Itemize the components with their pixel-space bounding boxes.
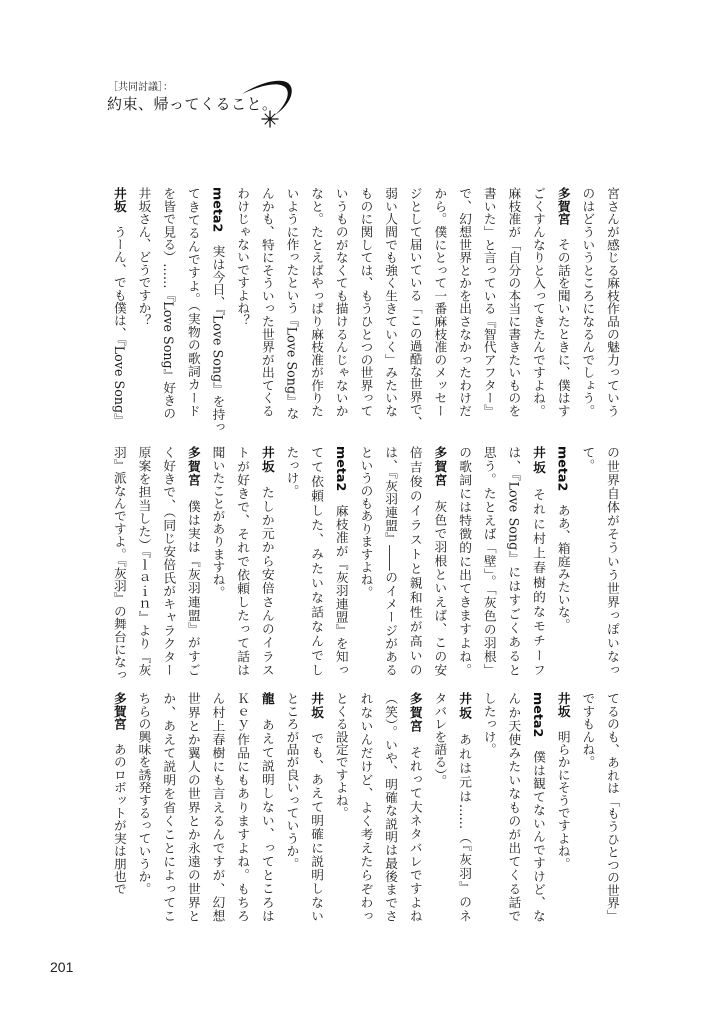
text-line	[402, 446, 427, 676]
speaker-name: meta2	[531, 692, 547, 738]
line-text: 弱い人間でも強く生きていく」みたいな	[383, 187, 399, 417]
line-text: でも、あえて明確に説明しない	[309, 731, 325, 922]
line-text: 実は今日、『Love Song』を持っ	[210, 244, 226, 434]
speaker-name: 井坂	[457, 692, 473, 721]
line-text: は、『灰羽連盟』――のイメージがある	[383, 446, 399, 676]
dialogue-line	[402, 692, 427, 922]
text-line	[451, 187, 476, 417]
line-text: ん村上春樹にも言えるんですが、幻想	[210, 692, 226, 922]
line-text: てきてるんですよ。（実物の歌詞カード	[185, 187, 201, 417]
dialogue-line	[106, 692, 131, 922]
speaker-name: meta2	[210, 187, 226, 233]
dialogue-line	[451, 692, 476, 922]
line-text: うーん、でも僕は、『Love Song』	[111, 225, 127, 426]
text-line	[599, 692, 624, 922]
line-text: 思う。たとえば「壁」。「灰色の羽根」	[481, 446, 497, 676]
text-line	[180, 187, 205, 417]
line-text: 灰色で羽根といえば、この安	[432, 499, 448, 676]
line-text: というのもありますよね。	[358, 446, 374, 599]
line-text: 聞いたことがありますね。	[210, 446, 226, 599]
line-text: ごくすんなりと入ってきたんですよね。	[531, 187, 547, 417]
line-text: あれは元は……（『灰羽』のネ	[457, 733, 473, 922]
line-text: 宮さんが感じる麻枝作品の魅力っていう	[605, 187, 620, 417]
text-line	[205, 446, 230, 676]
speaker-name: 多賀宮	[407, 692, 423, 733]
text-line	[599, 187, 624, 417]
text-line	[525, 187, 550, 417]
text-line	[131, 692, 156, 922]
text-line	[501, 692, 526, 922]
text-line	[205, 692, 230, 922]
dialogue-line	[254, 446, 279, 676]
dialogue-line	[427, 446, 452, 676]
text-line	[599, 446, 624, 676]
speaker-name: 井坂	[531, 446, 547, 476]
line-text: トが好きで、それで依頼したって話は	[235, 446, 251, 676]
text-line	[279, 187, 304, 420]
line-text: 麻枝准が「自分の本当に書きたいものを	[506, 187, 522, 417]
line-text: それって大ネタバレですよね	[407, 745, 423, 922]
dialogue-line	[550, 446, 575, 676]
line-text: わけじゃないですよね？	[235, 187, 251, 327]
dialogue-line	[550, 187, 575, 417]
line-text: なと。たとえばやっぱり麻枝准が作りた	[309, 187, 325, 417]
text-line	[279, 692, 304, 922]
line-text: から。僕にとって一番麻枝准のメッセー	[432, 187, 448, 417]
text-line	[353, 446, 378, 676]
line-text: は、『Love Song』にはすごくあると	[506, 446, 522, 676]
line-text: で、幻想世界とかを出さなかったわけだ	[457, 187, 473, 417]
dialogue-line	[303, 692, 328, 922]
text-line	[230, 446, 255, 676]
line-text: 僕は観てないんですけど、な	[531, 749, 547, 922]
line-text: Ｋｅｙ作品にもありますよね。もちろ	[235, 692, 251, 922]
page-number: 201	[50, 959, 74, 975]
line-text: 僕は実は『灰羽連盟』がすご	[185, 499, 201, 676]
speaker-name: meta2	[555, 446, 571, 492]
line-text: 羽』派なんですよ。『灰羽』の舞台になっ	[111, 446, 127, 681]
dialogue-line	[106, 187, 131, 426]
text-line	[303, 187, 328, 417]
text-tier-top	[106, 187, 624, 434]
text-line	[501, 446, 526, 676]
text-line	[476, 446, 501, 676]
text-line	[402, 187, 427, 429]
line-text: いうものがなくても描けるんじゃないか	[333, 187, 349, 417]
line-text: あのロボットが実は朋也で	[111, 742, 127, 896]
text-line	[476, 692, 501, 922]
text-line	[575, 692, 600, 922]
line-text: 麻枝准が『灰羽連盟』を知っ	[333, 503, 349, 676]
line-text: の歌詞には特徴的に出てきますよね。	[457, 446, 473, 676]
line-text: ああ、箱庭みたいな。	[555, 503, 571, 631]
line-text: それに村上春樹的なモチーフ	[531, 487, 547, 676]
line-text: ちらの興味を誘発するっていうか。	[136, 692, 152, 896]
text-line	[254, 187, 279, 417]
line-text: 井坂さん、どうですか？	[136, 187, 152, 327]
dialogue-line	[205, 187, 230, 434]
text-line	[279, 446, 304, 676]
line-text: てるのも、あれは「もうひとつの世界」	[605, 692, 620, 922]
line-text: いように作ったという『Love Song』な	[284, 187, 300, 420]
line-text: か、あえて説明を省くことによってこ	[161, 692, 177, 922]
line-text: とくる設定ですよね。	[333, 692, 349, 819]
text-line	[353, 692, 378, 922]
text-line	[451, 446, 476, 676]
text-line	[230, 187, 255, 417]
speaker-name: 多賀宮	[111, 692, 127, 731]
line-text: く好きで、（同じ安倍氏がキャラクター	[161, 446, 177, 676]
speaker-name: 井坂	[555, 692, 571, 718]
dialogue-line	[525, 692, 550, 922]
speaker-name: 多賀宮	[185, 446, 201, 487]
line-text: （笑）。いや、明確な説明は最後までさ	[383, 692, 399, 922]
text-tier-middle	[106, 446, 624, 681]
line-text: タバレを語る）。	[432, 692, 448, 788]
text-line	[377, 692, 402, 922]
text-line	[377, 446, 402, 676]
line-text: 書いた」と言っている『智代アフター』	[481, 187, 497, 417]
line-text: あえて説明しない、ってところは	[259, 718, 275, 922]
dialogue-line	[254, 692, 279, 922]
text-line	[575, 187, 600, 417]
text-line	[156, 692, 181, 922]
line-text: んかも、特にそういった世界が出てくる	[259, 187, 275, 417]
line-text: んか天使みたいなものが出てくる話で	[506, 692, 522, 922]
text-line	[575, 446, 600, 676]
speaker-name: 井坂	[259, 446, 275, 474]
text-line	[328, 692, 353, 922]
dialogue-line	[180, 446, 205, 676]
dialogue-line	[525, 446, 550, 676]
line-text: 世界とか翼人の世界とか永遠の世界と	[185, 692, 201, 922]
text-line	[427, 187, 452, 417]
line-text: 原案を担当した）『ｌａｉｎ』より『灰	[136, 446, 152, 676]
line-text: したっけ。	[481, 692, 497, 756]
dialogue-line	[328, 446, 353, 676]
text-line	[377, 187, 402, 417]
line-text: ところが品が良いっていうか。	[284, 692, 300, 870]
page-title: 約束、帰ってくること。	[107, 95, 278, 113]
text-tier-bottom	[106, 692, 624, 922]
line-text: れないんだけど、よく考えたらぞわっ	[358, 692, 374, 922]
speaker-name: 多賀宮	[555, 187, 571, 226]
text-line	[131, 446, 156, 676]
speaker-name: 井坂	[309, 692, 325, 720]
section-label: ［共同討議］：	[108, 82, 173, 93]
line-text: 倍吉俊のイラストと親和性が高いの	[407, 446, 423, 676]
line-text: ですもんね。	[580, 692, 596, 769]
line-text: ジとして届いている「この過酷な世界で、	[407, 187, 423, 429]
line-text: 明らかにそうですよね。	[555, 730, 571, 870]
text-line	[427, 692, 452, 922]
line-text: たっけ。	[284, 446, 300, 497]
text-line	[230, 692, 255, 922]
speaker-name: meta2	[333, 446, 349, 492]
line-text: てて依頼した、みたいな話なんでし	[309, 446, 325, 676]
text-line	[501, 187, 526, 417]
speaker-name: 井坂	[111, 187, 127, 213]
text-line	[106, 446, 131, 681]
line-text: を皆で見る）……『Love Song』好きの	[161, 187, 177, 420]
line-text: その話を聞いたときに、僕はす	[555, 238, 571, 417]
line-text: て。	[580, 446, 596, 472]
speaker-name: 龍	[259, 692, 275, 706]
line-text: たしか元から安倍さんのイラス	[259, 485, 275, 676]
line-text: ものに関しては、もうひとつの世界って	[358, 187, 374, 417]
text-line	[156, 446, 181, 676]
text-line	[156, 187, 181, 420]
text-line	[476, 187, 501, 417]
text-line	[180, 692, 205, 922]
shooting-star-icon	[235, 74, 299, 132]
line-text: のはどういうところになるんでしょう。	[580, 187, 596, 417]
dialogue-line	[550, 692, 575, 922]
text-line	[303, 446, 328, 676]
text-line	[353, 187, 378, 417]
line-text: の世界自体がそういう世界っぽいなっ	[605, 446, 620, 676]
speaker-name: 多賀宮	[432, 446, 448, 487]
text-line	[131, 187, 156, 417]
text-line	[328, 187, 353, 417]
